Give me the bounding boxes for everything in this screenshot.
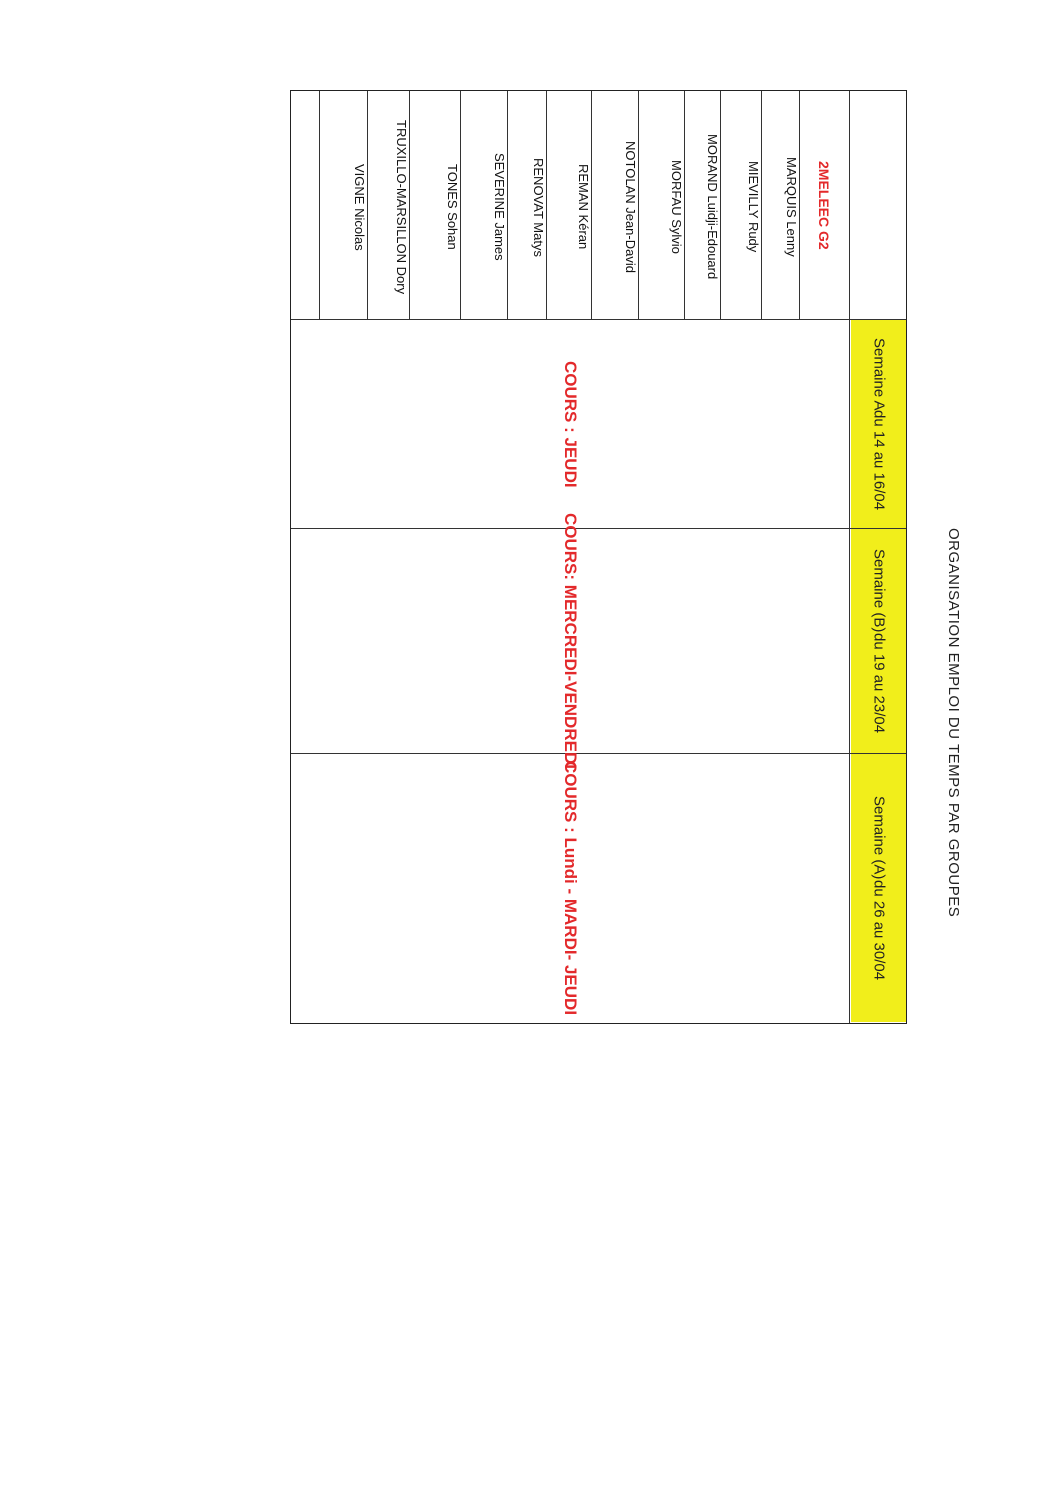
week-dates: du 14 au 16/04: [870, 410, 888, 511]
student-name: TONES Sohan: [445, 164, 460, 250]
week-header-1: [851, 320, 906, 528]
week-label: Semaine (B): [870, 549, 888, 633]
student-name: MORAND Luidji-Edouard: [705, 134, 720, 280]
week-dates: du 26 au 30/04: [870, 879, 888, 980]
week-label: Semaine (A): [870, 796, 888, 880]
student-name: MIEVILLY Rudy: [746, 161, 761, 253]
schedule-week-3: COURS : Lundi - MARDI- JEUDI: [561, 760, 580, 1016]
student-name: REMAN Kéran: [576, 164, 591, 250]
group-name: 2MELEEC G2: [816, 160, 832, 250]
schedule-table: [290, 90, 907, 1024]
week-dates: du 19 au 23/04: [870, 632, 888, 733]
week-label: Semaine A: [870, 337, 888, 411]
schedule-week-1: COURS : JEUDI: [561, 360, 580, 488]
week-header-2: [851, 529, 906, 753]
week-header-3: [851, 754, 906, 1022]
student-name: TRUXILLO-MARSILLON Dory: [394, 119, 409, 295]
student-name: RENOVAT Matys: [531, 157, 546, 257]
schedule-week-2: COURS: MERCREDI-VENDREDI: [561, 513, 580, 769]
student-name: VIGNE Nicolas: [352, 163, 367, 251]
student-name: MORFAU Sylvio: [669, 160, 684, 254]
student-name: MARQUIS Lenny: [784, 157, 799, 257]
student-name: SEVERINE James: [492, 153, 507, 261]
page-title: ORGANISATION EMPLOI DU TEMPS PAR GROUPES: [945, 528, 962, 918]
column-divider: [849, 91, 850, 1023]
student-name: NOTOLAN Jean-David: [623, 141, 638, 273]
